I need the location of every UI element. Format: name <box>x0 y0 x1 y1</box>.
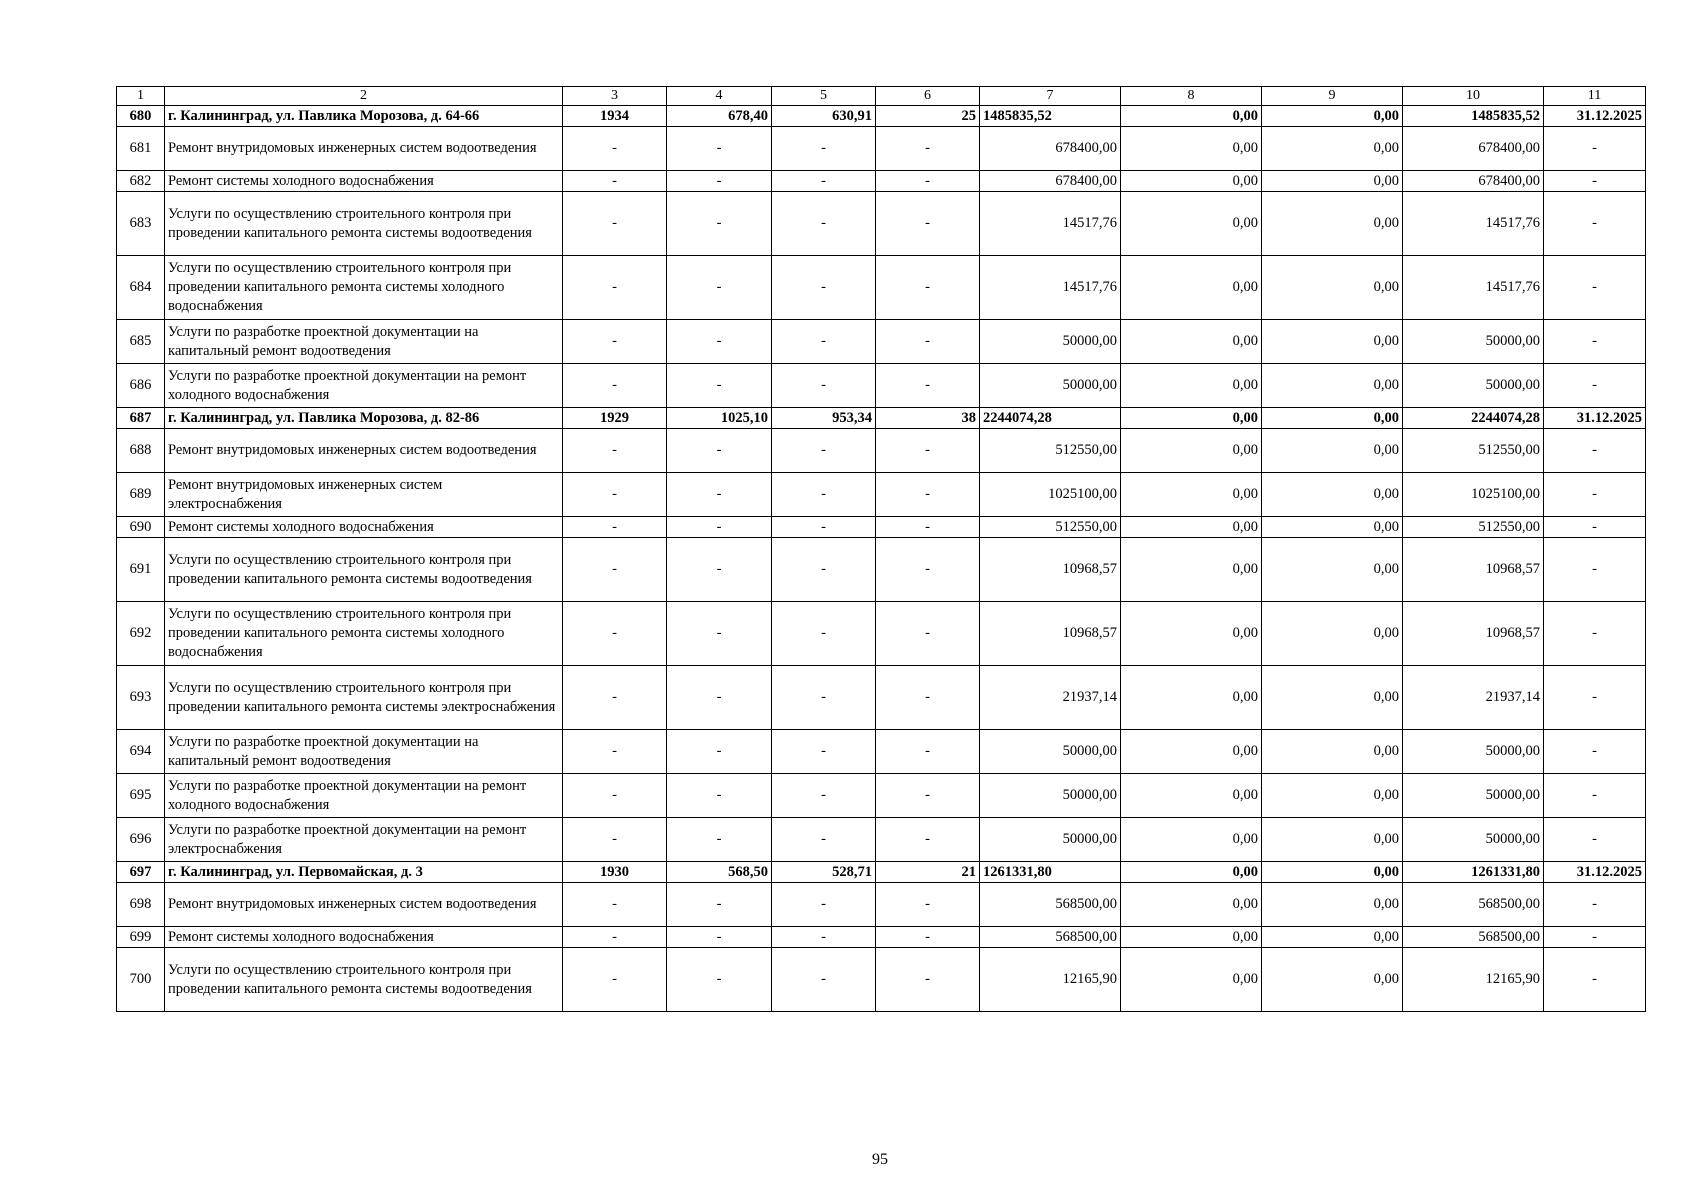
fund-amount-9: 0,00 <box>1262 818 1403 862</box>
year-built: 1930 <box>563 862 667 883</box>
residents-count: - <box>876 774 980 818</box>
residents-count: - <box>876 818 980 862</box>
year-built: - <box>563 192 667 256</box>
year-built: - <box>563 948 667 1012</box>
fund-amount-9: 0,00 <box>1262 538 1403 602</box>
living-area: - <box>772 517 876 538</box>
completion-date: - <box>1544 429 1646 473</box>
column-number-3: 3 <box>563 87 667 106</box>
residents-count: - <box>876 883 980 927</box>
row-number: 682 <box>117 171 165 192</box>
row-number: 684 <box>117 256 165 320</box>
page-number: 95 <box>872 1151 888 1168</box>
fund-amount-8: 0,00 <box>1121 538 1262 602</box>
total-area: 1025,10 <box>667 408 772 429</box>
owners-funds: 12165,90 <box>1403 948 1544 1012</box>
column-number-5: 5 <box>772 87 876 106</box>
total-cost: 568500,00 <box>980 883 1121 927</box>
table-row <box>117 256 1646 320</box>
table-row <box>117 517 1646 538</box>
table-row <box>117 429 1646 473</box>
owners-funds: 568500,00 <box>1403 883 1544 927</box>
total-cost: 50000,00 <box>980 818 1121 862</box>
total-area: - <box>667 127 772 171</box>
fund-amount-8: 0,00 <box>1121 730 1262 774</box>
row-number: 692 <box>117 602 165 666</box>
row-number: 694 <box>117 730 165 774</box>
fund-amount-9: 0,00 <box>1262 106 1403 127</box>
owners-funds: 1261331,80 <box>1403 862 1544 883</box>
residents-count: - <box>876 473 980 517</box>
owners-funds: 10968,57 <box>1403 538 1544 602</box>
column-number-10: 10 <box>1403 87 1544 106</box>
year-built: - <box>563 774 667 818</box>
table-row <box>117 927 1646 948</box>
total-cost: 2244074,28 <box>980 408 1121 429</box>
owners-funds: 678400,00 <box>1403 171 1544 192</box>
row-description: г. Калининград, ул. Павлика Морозова, д. 64-66 <box>165 106 563 127</box>
living-area: - <box>772 948 876 1012</box>
fund-amount-9: 0,00 <box>1262 666 1403 730</box>
row-description: Услуги по осуществлению строительного контроля при проведении капитального ремонта системы водоотведения <box>165 192 563 256</box>
column-number-row <box>117 87 1646 106</box>
residents-count: - <box>876 927 980 948</box>
column-number-7: 7 <box>980 87 1121 106</box>
column-number-6: 6 <box>876 87 980 106</box>
fund-amount-9: 0,00 <box>1262 774 1403 818</box>
total-cost: 50000,00 <box>980 774 1121 818</box>
fund-amount-9: 0,00 <box>1262 364 1403 408</box>
residents-count: - <box>876 730 980 774</box>
year-built: - <box>563 127 667 171</box>
fund-amount-8: 0,00 <box>1121 818 1262 862</box>
row-number: 691 <box>117 538 165 602</box>
total-area: 568,50 <box>667 862 772 883</box>
row-description: Услуги по осуществлению строительного контроля при проведении капитального ремонта системы холодного водоснабжения <box>165 602 563 666</box>
address-row <box>117 408 1646 429</box>
living-area: - <box>772 774 876 818</box>
total-area: - <box>667 256 772 320</box>
total-cost: 512550,00 <box>980 429 1121 473</box>
completion-date: - <box>1544 192 1646 256</box>
living-area: - <box>772 364 876 408</box>
fund-amount-9: 0,00 <box>1262 602 1403 666</box>
table-row <box>117 171 1646 192</box>
table-row <box>117 666 1646 730</box>
fund-amount-8: 0,00 <box>1121 948 1262 1012</box>
table-row <box>117 192 1646 256</box>
fund-amount-8: 0,00 <box>1121 171 1262 192</box>
residents-count: - <box>876 320 980 364</box>
total-cost: 1261331,80 <box>980 862 1121 883</box>
row-number: 693 <box>117 666 165 730</box>
completion-date: 31.12.2025 <box>1544 862 1646 883</box>
completion-date: - <box>1544 818 1646 862</box>
fund-amount-9: 0,00 <box>1262 192 1403 256</box>
residents-count: - <box>876 364 980 408</box>
living-area: - <box>772 256 876 320</box>
year-built: - <box>563 364 667 408</box>
year-built: - <box>563 538 667 602</box>
row-description: Ремонт системы холодного водоснабжения <box>165 171 563 192</box>
column-number-8: 8 <box>1121 87 1262 106</box>
year-built: - <box>563 927 667 948</box>
row-description: Услуги по осуществлению строительного контроля при проведении капитального ремонта системы водоотведения <box>165 948 563 1012</box>
year-built: - <box>563 517 667 538</box>
fund-amount-8: 0,00 <box>1121 429 1262 473</box>
completion-date: - <box>1544 666 1646 730</box>
residents-count: - <box>876 192 980 256</box>
document-table <box>116 86 1646 1012</box>
total-cost: 14517,76 <box>980 192 1121 256</box>
total-area: - <box>667 320 772 364</box>
row-description: Услуги по разработке проектной документации на капитальный ремонт водоотведения <box>165 730 563 774</box>
residents-count: - <box>876 256 980 320</box>
total-cost: 678400,00 <box>980 171 1121 192</box>
row-number: 689 <box>117 473 165 517</box>
total-area: - <box>667 602 772 666</box>
total-area: - <box>667 538 772 602</box>
row-number: 685 <box>117 320 165 364</box>
total-cost: 50000,00 <box>980 320 1121 364</box>
owners-funds: 512550,00 <box>1403 429 1544 473</box>
total-area: - <box>667 192 772 256</box>
living-area: - <box>772 818 876 862</box>
total-area: - <box>667 883 772 927</box>
fund-amount-8: 0,00 <box>1121 473 1262 517</box>
fund-amount-8: 0,00 <box>1121 256 1262 320</box>
fund-amount-8: 0,00 <box>1121 364 1262 408</box>
year-built: 1934 <box>563 106 667 127</box>
fund-amount-8: 0,00 <box>1121 927 1262 948</box>
row-number: 680 <box>117 106 165 127</box>
completion-date: 31.12.2025 <box>1544 408 1646 429</box>
fund-amount-8: 0,00 <box>1121 862 1262 883</box>
total-cost: 14517,76 <box>980 256 1121 320</box>
living-area: - <box>772 602 876 666</box>
table-row <box>117 883 1646 927</box>
table-row <box>117 364 1646 408</box>
total-area: - <box>667 818 772 862</box>
table-row <box>117 602 1646 666</box>
row-number: 698 <box>117 883 165 927</box>
completion-date: - <box>1544 927 1646 948</box>
fund-amount-8: 0,00 <box>1121 883 1262 927</box>
owners-funds: 512550,00 <box>1403 517 1544 538</box>
owners-funds: 1485835,52 <box>1403 106 1544 127</box>
living-area: - <box>772 127 876 171</box>
fund-amount-9: 0,00 <box>1262 517 1403 538</box>
owners-funds: 50000,00 <box>1403 730 1544 774</box>
residents-count: - <box>876 666 980 730</box>
total-area: - <box>667 473 772 517</box>
year-built: - <box>563 320 667 364</box>
column-number-1: 1 <box>117 87 165 106</box>
living-area: 528,71 <box>772 862 876 883</box>
owners-funds: 14517,76 <box>1403 192 1544 256</box>
fund-amount-8: 0,00 <box>1121 517 1262 538</box>
table-row <box>117 948 1646 1012</box>
total-cost: 678400,00 <box>980 127 1121 171</box>
fund-amount-9: 0,00 <box>1262 429 1403 473</box>
fund-amount-8: 0,00 <box>1121 192 1262 256</box>
completion-date: - <box>1544 774 1646 818</box>
row-description: Услуги по разработке проектной документации на ремонт электроснабжения <box>165 818 563 862</box>
total-cost: 512550,00 <box>980 517 1121 538</box>
row-description: Ремонт внутридомовых инженерных систем водоотведения <box>165 429 563 473</box>
completion-date: - <box>1544 320 1646 364</box>
total-cost: 21937,14 <box>980 666 1121 730</box>
column-number-4: 4 <box>667 87 772 106</box>
completion-date: 31.12.2025 <box>1544 106 1646 127</box>
total-area: - <box>667 774 772 818</box>
year-built: - <box>563 666 667 730</box>
year-built: - <box>563 473 667 517</box>
completion-date: - <box>1544 538 1646 602</box>
total-area: - <box>667 517 772 538</box>
table-body <box>117 106 1646 1012</box>
table-row <box>117 473 1646 517</box>
address-row <box>117 106 1646 127</box>
total-area: - <box>667 171 772 192</box>
column-number-2: 2 <box>165 87 563 106</box>
address-row <box>117 862 1646 883</box>
living-area: - <box>772 927 876 948</box>
residents-count: - <box>876 517 980 538</box>
column-number-11: 11 <box>1544 87 1646 106</box>
total-area: - <box>667 730 772 774</box>
fund-amount-9: 0,00 <box>1262 473 1403 517</box>
owners-funds: 50000,00 <box>1403 774 1544 818</box>
completion-date: - <box>1544 127 1646 171</box>
total-area: - <box>667 666 772 730</box>
row-number: 700 <box>117 948 165 1012</box>
row-description: Услуги по осуществлению строительного контроля при проведении капитального ремонта системы водоотведения <box>165 538 563 602</box>
residents-count: 38 <box>876 408 980 429</box>
fund-amount-9: 0,00 <box>1262 408 1403 429</box>
row-description: Ремонт системы холодного водоснабжения <box>165 927 563 948</box>
row-number: 683 <box>117 192 165 256</box>
total-area: - <box>667 927 772 948</box>
table-row <box>117 320 1646 364</box>
table-row <box>117 538 1646 602</box>
residents-count: - <box>876 127 980 171</box>
owners-funds: 21937,14 <box>1403 666 1544 730</box>
living-area: - <box>772 429 876 473</box>
fund-amount-8: 0,00 <box>1121 774 1262 818</box>
row-description: Ремонт системы холодного водоснабжения <box>165 517 563 538</box>
row-description: Услуги по разработке проектной документации на ремонт холодного водоснабжения <box>165 774 563 818</box>
completion-date: - <box>1544 473 1646 517</box>
fund-amount-9: 0,00 <box>1262 127 1403 171</box>
owners-funds: 1025100,00 <box>1403 473 1544 517</box>
living-area: 630,91 <box>772 106 876 127</box>
fund-amount-9: 0,00 <box>1262 927 1403 948</box>
column-number-9: 9 <box>1262 87 1403 106</box>
table-row <box>117 127 1646 171</box>
residents-count: - <box>876 602 980 666</box>
fund-amount-8: 0,00 <box>1121 320 1262 364</box>
living-area: - <box>772 883 876 927</box>
row-number: 696 <box>117 818 165 862</box>
living-area: - <box>772 666 876 730</box>
fund-amount-8: 0,00 <box>1121 106 1262 127</box>
fund-amount-9: 0,00 <box>1262 730 1403 774</box>
living-area: - <box>772 730 876 774</box>
completion-date: - <box>1544 256 1646 320</box>
fund-amount-8: 0,00 <box>1121 127 1262 171</box>
row-description: Ремонт внутридомовых инженерных систем водоотведения <box>165 883 563 927</box>
owners-funds: 2244074,28 <box>1403 408 1544 429</box>
row-description: Услуги по разработке проектной документации на капитальный ремонт водоотведения <box>165 320 563 364</box>
row-number: 688 <box>117 429 165 473</box>
fund-amount-9: 0,00 <box>1262 883 1403 927</box>
fund-amount-8: 0,00 <box>1121 408 1262 429</box>
completion-date: - <box>1544 171 1646 192</box>
completion-date: - <box>1544 730 1646 774</box>
row-number: 695 <box>117 774 165 818</box>
table-row <box>117 818 1646 862</box>
row-description: г. Калининград, ул. Павлика Морозова, д. 82-86 <box>165 408 563 429</box>
table-row <box>117 774 1646 818</box>
residents-count: - <box>876 948 980 1012</box>
fund-amount-9: 0,00 <box>1262 256 1403 320</box>
owners-funds: 568500,00 <box>1403 927 1544 948</box>
living-area: - <box>772 473 876 517</box>
total-cost: 1025100,00 <box>980 473 1121 517</box>
owners-funds: 50000,00 <box>1403 320 1544 364</box>
row-number: 690 <box>117 517 165 538</box>
year-built: - <box>563 883 667 927</box>
residents-count: 21 <box>876 862 980 883</box>
residents-count: - <box>876 538 980 602</box>
row-number: 699 <box>117 927 165 948</box>
completion-date: - <box>1544 364 1646 408</box>
total-area: - <box>667 364 772 408</box>
living-area: - <box>772 171 876 192</box>
fund-amount-9: 0,00 <box>1262 320 1403 364</box>
fund-amount-9: 0,00 <box>1262 862 1403 883</box>
row-number: 697 <box>117 862 165 883</box>
total-area: - <box>667 948 772 1012</box>
year-built: - <box>563 602 667 666</box>
year-built: - <box>563 171 667 192</box>
table-row <box>117 730 1646 774</box>
owners-funds: 14517,76 <box>1403 256 1544 320</box>
year-built: - <box>563 429 667 473</box>
total-cost: 1485835,52 <box>980 106 1121 127</box>
owners-funds: 678400,00 <box>1403 127 1544 171</box>
living-area: - <box>772 320 876 364</box>
completion-date: - <box>1544 883 1646 927</box>
total-cost: 568500,00 <box>980 927 1121 948</box>
fund-amount-8: 0,00 <box>1121 666 1262 730</box>
residents-count: 25 <box>876 106 980 127</box>
total-area: - <box>667 429 772 473</box>
owners-funds: 10968,57 <box>1403 602 1544 666</box>
owners-funds: 50000,00 <box>1403 818 1544 862</box>
year-built: - <box>563 818 667 862</box>
row-description: Ремонт внутридомовых инженерных систем водоотведения <box>165 127 563 171</box>
completion-date: - <box>1544 948 1646 1012</box>
fund-amount-9: 0,00 <box>1262 171 1403 192</box>
owners-funds: 50000,00 <box>1403 364 1544 408</box>
year-built: - <box>563 730 667 774</box>
living-area: - <box>772 192 876 256</box>
living-area: - <box>772 538 876 602</box>
total-cost: 10968,57 <box>980 538 1121 602</box>
residents-count: - <box>876 429 980 473</box>
row-description: Услуги по разработке проектной документации на ремонт холодного водоснабжения <box>165 364 563 408</box>
total-area: 678,40 <box>667 106 772 127</box>
total-cost: 50000,00 <box>980 730 1121 774</box>
total-cost: 50000,00 <box>980 364 1121 408</box>
fund-amount-8: 0,00 <box>1121 602 1262 666</box>
total-cost: 12165,90 <box>980 948 1121 1012</box>
total-cost: 10968,57 <box>980 602 1121 666</box>
living-area: 953,34 <box>772 408 876 429</box>
year-built: 1929 <box>563 408 667 429</box>
row-description: г. Калининград, ул. Первомайская, д. 3 <box>165 862 563 883</box>
residents-count: - <box>876 171 980 192</box>
row-description: Услуги по осуществлению строительного контроля при проведении капитального ремонта системы электроснабжения <box>165 666 563 730</box>
row-number: 681 <box>117 127 165 171</box>
row-description: Ремонт внутридомовых инженерных систем электроснабжения <box>165 473 563 517</box>
row-number: 686 <box>117 364 165 408</box>
completion-date: - <box>1544 602 1646 666</box>
fund-amount-9: 0,00 <box>1262 948 1403 1012</box>
row-number: 687 <box>117 408 165 429</box>
completion-date: - <box>1544 517 1646 538</box>
year-built: - <box>563 256 667 320</box>
row-description: Услуги по осуществлению строительного контроля при проведении капитального ремонта системы холодного водоснабжения <box>165 256 563 320</box>
